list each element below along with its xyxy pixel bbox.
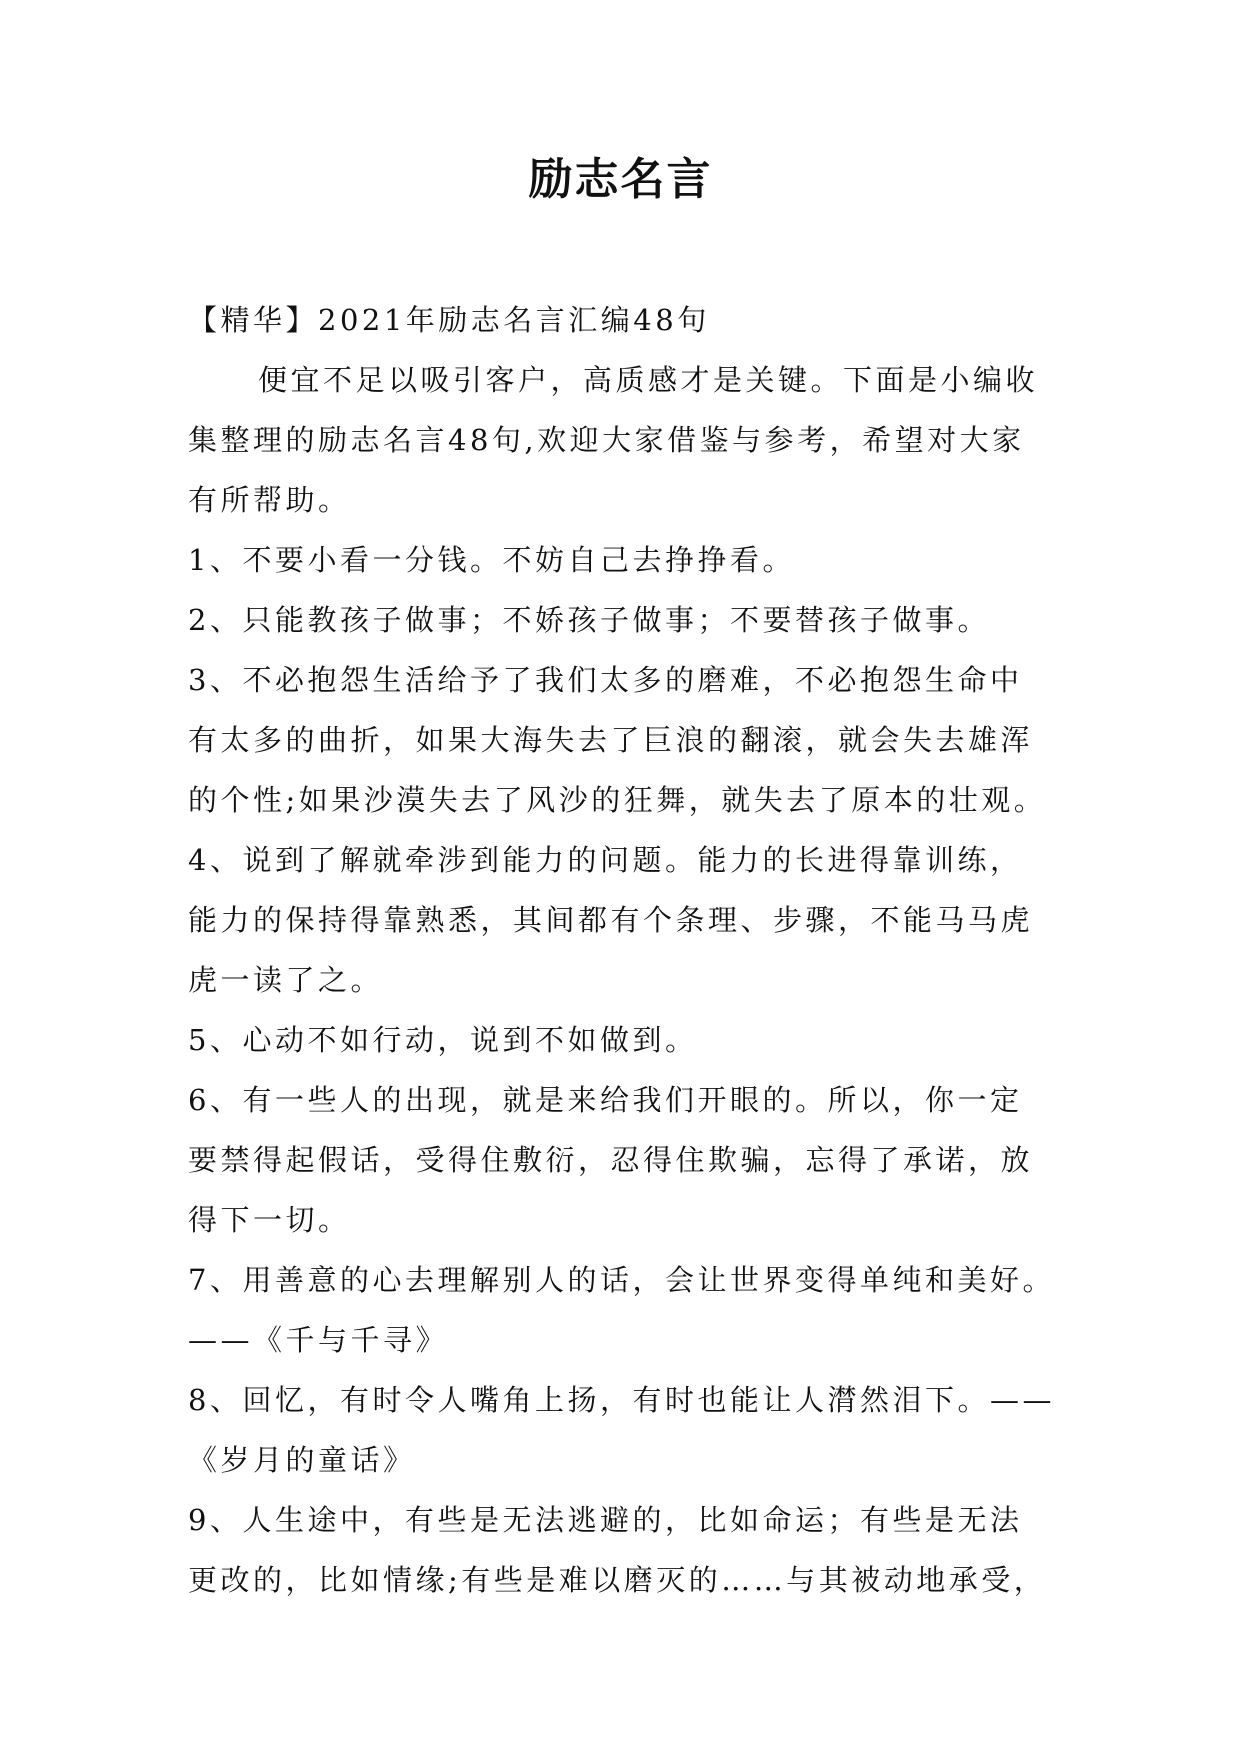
subtitle-line: 【精华】2021年励志名言汇编48句 bbox=[188, 303, 710, 337]
quote-line: 8、回忆，有时令人嘴角上扬，有时也能让人潸然泪下。—— bbox=[188, 1383, 1055, 1417]
quote-line: 3、不必抱怨生活给予了我们太多的磨难，不必抱怨生命中 bbox=[188, 663, 1023, 697]
quote-line: 能力的保持得靠熟悉，其间都有个条理、步骤，不能马马虎 bbox=[188, 903, 1034, 937]
quote-line: ——《千与千寻》 bbox=[188, 1323, 449, 1357]
intro-paragraph-line: 集整理的励志名言48句,欢迎大家借鉴与参考，希望对大家 bbox=[188, 423, 1025, 457]
quote-line: 要禁得起假话，受得住敷衍，忍得住欺骗，忘得了承诺，放 bbox=[188, 1143, 1034, 1177]
document-title: 励志名言 bbox=[528, 154, 713, 205]
quote-line: 9、人生途中，有些是无法逃避的，比如命运；有些是无法 bbox=[188, 1503, 1023, 1537]
quote-line: 1、不要小看一分钱。不妨自己去挣挣看。 bbox=[188, 543, 795, 577]
quote-line: 有太多的曲折，如果大海失去了巨浪的翻滚，就会失去雄浑 bbox=[188, 723, 1034, 757]
quote-line: 2、只能教孩子做事；不娇孩子做事；不要替孩子做事。 bbox=[188, 603, 990, 637]
quote-line: 的个性;如果沙漠失去了风沙的狂舞，就失去了原本的壮观。 bbox=[188, 783, 1047, 817]
quote-line: 6、有一些人的出现，就是来给我们开眼的。所以，你一定 bbox=[188, 1083, 1023, 1117]
document-body bbox=[188, 290, 1054, 1610]
quote-line: 5、心动不如行动，说到不如做到。 bbox=[188, 1023, 698, 1057]
quote-line: 《岁月的童话》 bbox=[188, 1443, 416, 1477]
quote-line: 4、说到了解就牵涉到能力的问题。能力的长进得靠训练， bbox=[188, 843, 1023, 877]
quote-line: 更改的，比如情缘;有些是难以磨灭的……与其被动地承受， bbox=[188, 1563, 1047, 1597]
intro-paragraph-line: 有所帮助。 bbox=[188, 483, 351, 517]
quote-line: 得下一切。 bbox=[188, 1203, 351, 1237]
quote-line: 7、用善意的心去理解别人的话，会让世界变得单纯和美好。 bbox=[188, 1263, 1055, 1297]
quote-line: 虎一读了之。 bbox=[188, 963, 384, 997]
intro-paragraph-line: 便宜不足以吸引客户，高质感才是关键。下面是小编收 bbox=[258, 363, 1039, 397]
